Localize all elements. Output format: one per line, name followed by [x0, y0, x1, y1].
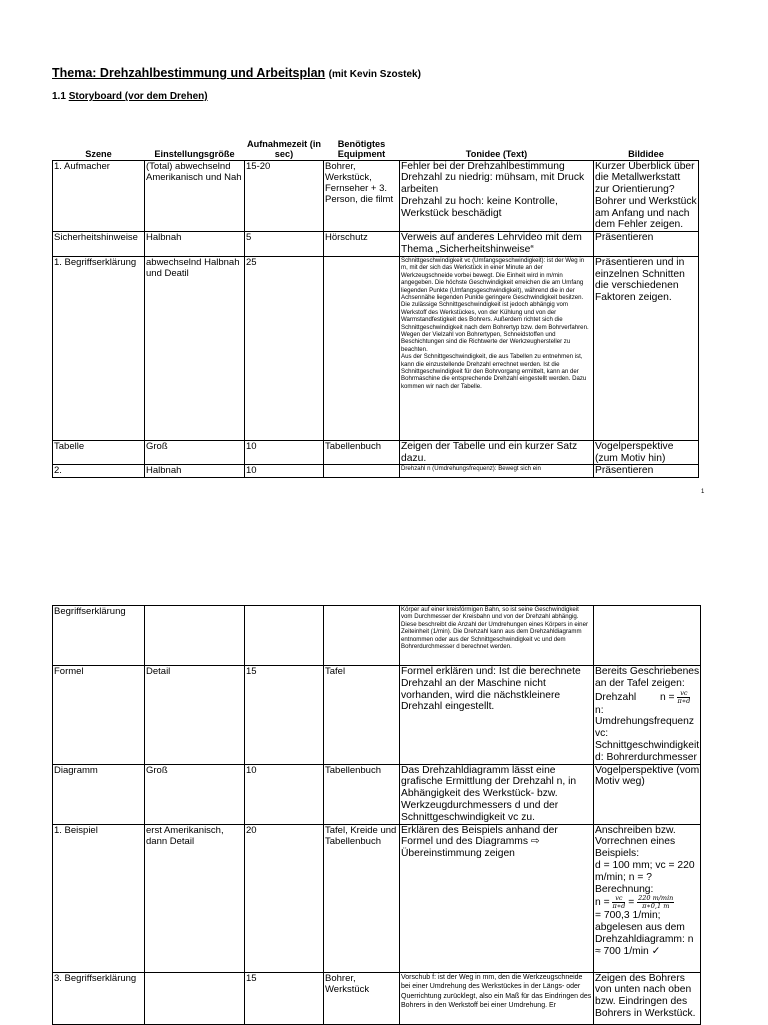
cell-zeit: 10: [245, 440, 324, 465]
definition-n: n: Umdrehungsfrequenz: [595, 704, 695, 728]
cell-einstellung: Detail: [145, 666, 245, 765]
formula-drehzahl: [595, 690, 699, 705]
calc-numerator-1: vc: [612, 895, 625, 903]
cell-zeit: 10: [245, 465, 324, 478]
column-header-szene: Szene: [53, 135, 145, 160]
table-row: [53, 606, 701, 666]
bildidee-line: Bereits Geschriebenes an der Tafel zeigen:: [595, 666, 700, 689]
cell-equipment: Tafel, Kreide und Tabellenbuch: [324, 824, 400, 972]
cell-einstellung: Groß: [145, 440, 245, 465]
cell-equipment: Tafel: [324, 666, 400, 765]
cell-tonidee: Körper auf einer kreisförmigen Bahn, so ist seine Geschwindigkeit vom Durchmesser der Kreisbahn und von der Drehzahl abhängig. Diese beschreibt die Anzahl der Umdrehungen eines Körpers in einer Zeiteinheit (1/min). Die Drehzahl kann aus dem Drehzahldiagramm entnommen oder aus der Schnittgeschwindigkeit vc und dem Bohrerdurchmesser d berechnet werden.: [400, 606, 594, 666]
example-result-diagram: abgelesen aus dem Drehzahldiagramm: n ≈ 700 1/min ✓: [595, 922, 694, 957]
cell-einstellung: Halbnah: [145, 232, 245, 257]
cell-szene: Formel: [53, 666, 145, 765]
cell-einstellung: [145, 606, 245, 666]
calc-numerator-2: 220 m/min: [638, 894, 674, 903]
storyboard-table-page-1: [52, 135, 699, 478]
cell-szene: Diagramm: [53, 764, 145, 824]
cell-zeit: 15: [245, 666, 324, 765]
cell-bildidee: Präsentieren: [594, 465, 699, 478]
example-result: = 700,3 1/min;: [595, 910, 661, 922]
cell-szene: Tabelle: [53, 440, 145, 465]
cell-equipment: Bohrer, Werkstück: [324, 972, 400, 1024]
calc-fraction-2: [637, 895, 674, 910]
storyboard-table-page-2: [52, 605, 701, 1025]
cell-einstellung: (Total) abwechselnd Amerikanisch und Nah: [145, 160, 245, 232]
cell-szene: 1. Aufmacher: [53, 160, 145, 232]
cell-einstellung: Halbnah: [145, 465, 245, 478]
bildidee-line: Bohrer und Werkstück am Anfang und nach dem Fehler zeigen.: [595, 195, 697, 231]
formula-label: Drehzahl: [595, 691, 637, 703]
cell-zeit: 15: [245, 972, 324, 1024]
table-header-row: [53, 135, 699, 160]
cell-szene: 1. Begriffserklärung: [53, 256, 145, 440]
cell-einstellung: erst Amerikanisch, dann Detail: [145, 824, 245, 972]
cell-zeit: 15-20: [245, 160, 324, 232]
cell-equipment: Bohrer, Werkstück, Fernseher + 3. Person, die filmt: [324, 160, 400, 232]
cell-equipment: [324, 465, 400, 478]
formula-lhs: n =: [659, 691, 675, 703]
column-header-einstellung: Einstellungsgröße: [145, 135, 245, 160]
cell-equipment: Tabellenbuch: [324, 440, 400, 465]
cell-tonidee: [400, 256, 594, 440]
cell-zeit: 25: [245, 256, 324, 440]
table-row: [53, 440, 699, 465]
tonidee-paragraph: Aus der Schnittgeschwindigkeit, die aus Tabellen zu entnehmen ist, kann die einzustellende Drehzahl errechnet werden. Ist die Schnittgeschwindigkeit für den Bohrvorgang ermittelt, kann an der Bohrmaschine die entsprechende Drehzahl eingestellt werden. Dazu kommen wir nach der Tabelle.: [401, 353, 587, 390]
cell-bildidee: [594, 160, 699, 232]
cell-equipment: [324, 606, 400, 666]
cell-bildidee: [594, 666, 701, 765]
column-header-bildidee: Bildidee: [594, 135, 699, 160]
cell-zeit: [245, 606, 324, 666]
cell-equipment: Tabellenbuch: [324, 764, 400, 824]
cell-bildidee: Zeigen des Bohrers von unten nach oben bzw. Eindringen des Bohrers in Werkstück.: [594, 972, 701, 1024]
example-given: d = 100 mm; vc = 220 m/min; n = ?: [595, 859, 695, 883]
cell-equipment: [324, 256, 400, 440]
cell-bildidee: [594, 606, 701, 666]
section-title-text: Storyboard (vor dem Drehen): [68, 91, 208, 102]
cell-tonidee: Zeigen der Tabelle und ein kurzer Satz dazu.: [400, 440, 594, 465]
example-calc-label: Berechnung:: [595, 883, 654, 895]
cell-tonidee: Das Drehzahldiagramm lässt eine grafische Ermittlung der Drehzahl n, in Abhängigkeit des Werkstück- bzw. Werkzeugdurchmessers d und der Schnittgeschwindigkeit vc zu.: [400, 764, 594, 824]
page-title-suffix: (mit Kevin Szostek): [328, 69, 421, 80]
table-row: [53, 160, 699, 232]
calc-denominator-1: π∗d: [612, 902, 626, 911]
tonidee-paragraph: Die zulässige Schnittgeschwindigkeit ist jedoch abhängig vom Werkstoff des Werkstückes, von der Kühlung und von der Warmstandfestigkeit des Bohrers. Außerdem richtet sich die Schnittgeschwindigkeit nach dem Bohrertyp bzw. dem Bohrverfahren. Wegen der Vielzahl von Bohrertypen, Schneidstoffen und Beschichtungen sind die Richtwerte der Werkzeughersteller zu beachten.: [401, 301, 589, 353]
table-row: [53, 666, 701, 765]
cell-tonidee: Erklären des Beispiels anhand der Formel und des Diagramms ⇨ Übereinstimmung zeigen: [400, 824, 594, 972]
section-title: [52, 91, 208, 102]
table-row: [53, 232, 699, 257]
cell-tonidee: Vorschub f: ist der Weg in mm, den die Werkzeugschneide bei einer Umdrehung des Werkstückes in der Längs- oder Querrichtung zurücklegt, also ein Maß für das Eindringen des Bohrers in den Werkstoff bei einer Umdrehung. Er: [400, 972, 594, 1024]
cell-einstellung: [145, 972, 245, 1024]
cell-bildidee: Präsentieren und in einzelnen Schnitten die verschiedenen Faktoren zeigen.: [594, 256, 699, 440]
formula-fraction: [677, 690, 690, 705]
cell-szene: Begriffserklärung: [53, 606, 145, 666]
bildidee-line: Kurzer Überblick über die Metallwerkstatt zur Orientierung?: [595, 160, 695, 196]
calc-denominator-2: π∗0,1 m: [642, 902, 670, 911]
tonidee-line: Fehler bei der Drehzahlbestimmung Drehzahl zu niedrig: mühsam, mit Druck arbeiten: [401, 160, 585, 196]
cell-tonidee: [400, 160, 594, 232]
column-header-tonidee: Tonidee (Text): [400, 135, 594, 160]
table-row: [53, 972, 701, 1024]
example-calc-formula: n = $\frac{vc}{\pi∗d}$ = $\frac{220 m/\min}{\pi∗0,1 m}$: [595, 894, 674, 911]
cell-einstellung: Groß: [145, 764, 245, 824]
column-header-equipment: Benötigtes Equipment: [324, 135, 400, 160]
cell-szene: 2.: [53, 465, 145, 478]
cell-szene: 1. Beispiel: [53, 824, 145, 972]
bildidee-line: Anschreiben bzw. Vorrechnen eines Beispiels:: [595, 824, 676, 860]
cell-zeit: 5: [245, 232, 324, 257]
tonidee-paragraph: Schnittgeschwindigkeit vc (Umfangsgeschwindigkeit): ist der Weg in m, mit der sich das Werkstück in einer Minute an der Werkzeugschneide vorbei bewegt. Die Einheit wird in m/min angegeben. Die höchste Geschwindigkeit erreichen die am Umfang liegenden Punkte (Umfangsgeschwindigkeit), während die in der Achsennähe liegenden Punkte geringere Geschwindigkeit besitzen.: [401, 256, 585, 301]
formula-numerator: vc: [677, 690, 690, 698]
cell-tonidee: Verweis auf anderes Lehrvideo mit dem Thema „Sicherheitshinweise“: [400, 232, 594, 257]
table-row: [53, 256, 699, 440]
cell-bildidee: [594, 824, 701, 972]
table-row: [53, 465, 699, 478]
cell-szene: Sicherheitshinweise: [53, 232, 145, 257]
formula-denominator: π∗d: [677, 696, 691, 705]
page-number: 1: [701, 489, 705, 495]
table-row: [53, 764, 701, 824]
cell-tonidee: Drehzahl n (Umdrehungsfrequenz): Bewegt sich ein: [400, 465, 594, 478]
cell-einstellung: abwechselnd Halbnah und Deatil: [145, 256, 245, 440]
cell-bildidee: Vogelperspektive (vom Motiv weg): [594, 764, 701, 824]
definition-d: d: Bohrerdurchmesser: [595, 751, 697, 763]
cell-szene: 3. Begriffserklärung: [53, 972, 145, 1024]
cell-zeit: 20: [245, 824, 324, 972]
cell-bildidee: Vogelperspektive (zum Motiv hin): [594, 440, 699, 465]
page-title-main: Thema: Drehzahlbestimmung und Arbeitsplan: [52, 66, 326, 80]
table-row: [53, 824, 701, 972]
cell-bildidee: Präsentieren: [594, 232, 699, 257]
tonidee-line: Drehzahl zu hoch: keine Kontrolle, Werkstück beschädigt: [401, 195, 558, 219]
column-header-aufnahmezeit: Aufnahmezeit (in sec): [245, 135, 324, 160]
page-title: [52, 66, 421, 80]
section-number: 1.1: [52, 91, 66, 102]
cell-equipment: Hörschutz: [324, 232, 400, 257]
cell-tonidee: Formel erklären und: Ist die berechnete Drehzahl an der Maschine nicht vorhanden, wird die nächstkleinere Drehzahl eingestellt.: [400, 666, 594, 765]
cell-zeit: 10: [245, 764, 324, 824]
definition-vc: vc: Schnittgeschwindigkeit: [595, 728, 700, 751]
calc-fraction-1: [612, 895, 625, 910]
